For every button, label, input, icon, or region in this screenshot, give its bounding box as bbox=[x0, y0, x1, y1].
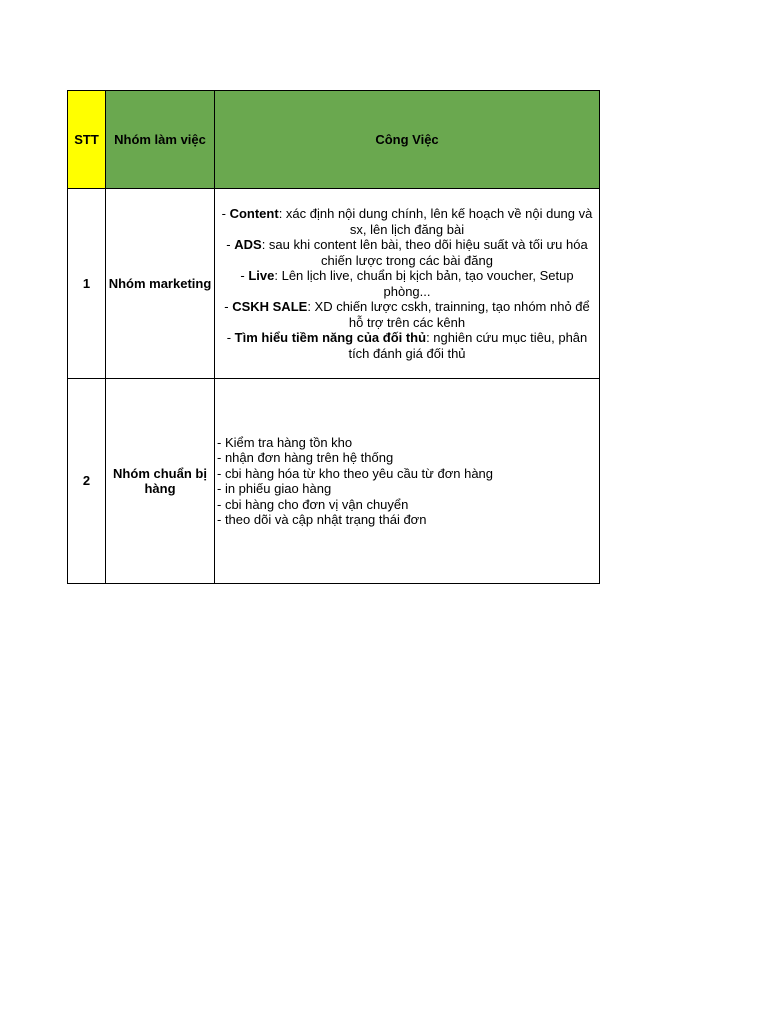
task-text: : XD chiến lược cskh, trainning, tạo nhóm nhỏ để hỗ trợ trên các kênh bbox=[307, 299, 590, 330]
task-text: : sau khi content lên bài, theo dõi hiệu suất và tối ưu hóa chiến lược trong các bài đăng bbox=[261, 237, 588, 268]
task-prefix: - bbox=[226, 330, 235, 345]
task-line bbox=[217, 330, 597, 361]
row-group: Nhóm marketing bbox=[106, 189, 215, 379]
task-line: - cbi hàng cho đơn vị vận chuyển bbox=[217, 496, 409, 512]
task-line bbox=[217, 268, 597, 299]
task-keyword: CSKH SALE bbox=[232, 299, 308, 314]
row-task-list bbox=[215, 189, 600, 379]
task-prefix: - bbox=[240, 268, 249, 283]
header-stt: STT bbox=[68, 91, 106, 189]
task-line: - cbi hàng hóa từ kho theo yêu cầu từ đơn hàng bbox=[217, 465, 494, 481]
task-keyword: Tìm hiểu tiềm năng của đối thủ bbox=[234, 330, 427, 345]
header-task: Công Việc bbox=[215, 91, 600, 189]
table-row bbox=[68, 379, 600, 584]
task-line bbox=[217, 206, 597, 237]
task-line: - in phiếu giao hàng bbox=[217, 481, 332, 496]
task-text: : xác định nội dung chính, lên kế hoạch về nội dung và sx, lên lịch đăng bài bbox=[278, 206, 593, 237]
task-prefix: - bbox=[221, 206, 230, 221]
row-stt: 1 bbox=[68, 189, 106, 379]
work-assignment-table bbox=[67, 90, 600, 584]
task-line: - Kiểm tra hàng tồn kho bbox=[217, 434, 353, 450]
header-row bbox=[68, 91, 600, 189]
task-line bbox=[217, 237, 597, 268]
task-prefix: - bbox=[226, 237, 235, 252]
table-row bbox=[68, 189, 600, 379]
task-line: - nhận đơn hàng trên hệ thống bbox=[217, 450, 394, 465]
task-prefix: - bbox=[224, 299, 233, 314]
row-stt: 2 bbox=[68, 379, 106, 584]
task-keyword: Content bbox=[229, 206, 279, 221]
task-keyword: Live bbox=[248, 268, 275, 283]
task-keyword: ADS bbox=[234, 237, 262, 252]
row-group: Nhóm chuẩn bị hàng bbox=[106, 379, 215, 584]
task-line bbox=[217, 299, 597, 330]
task-line: - theo dõi và cập nhật trạng thái đơn bbox=[217, 512, 427, 527]
task-text: : nghiên cứu mục tiêu, phân tích đánh giá đối thủ bbox=[348, 330, 588, 361]
task-text: : Lên lịch live, chuẩn bị kịch bản, tạo voucher, Setup phòng... bbox=[274, 268, 574, 299]
row-task-list bbox=[215, 379, 600, 584]
header-group: Nhóm làm việc bbox=[106, 91, 215, 189]
